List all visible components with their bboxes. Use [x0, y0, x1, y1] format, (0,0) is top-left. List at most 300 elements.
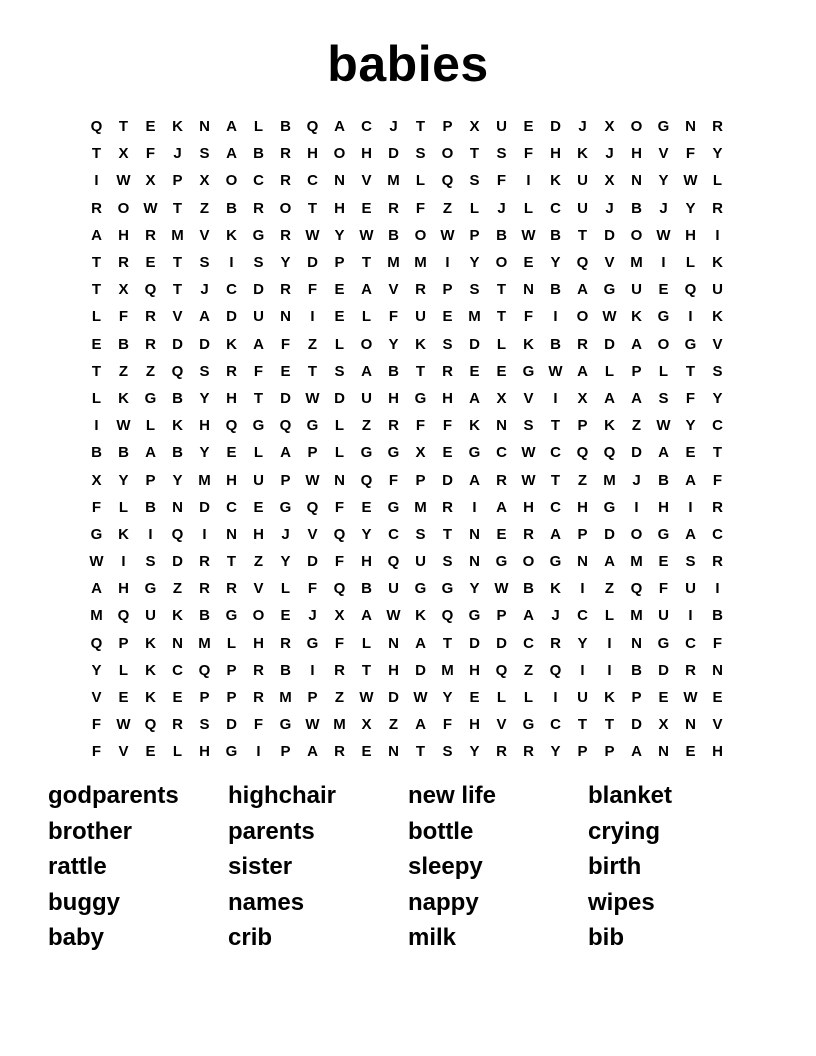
grid-letter: B	[523, 580, 534, 598]
grid-letter: H	[469, 661, 480, 679]
grid-letter: N	[388, 634, 399, 652]
grid-letter: J	[578, 118, 587, 136]
grid-letter: X	[604, 172, 615, 190]
grid-letter: K	[631, 308, 642, 326]
grid-letter: F	[415, 199, 426, 217]
grid-letter: B	[253, 145, 264, 163]
grid-letter: M	[441, 661, 454, 679]
grid-letter: K	[712, 254, 723, 272]
grid-letter: M	[468, 308, 481, 326]
grid-letter: D	[604, 525, 615, 543]
grid-letter: U	[361, 389, 372, 407]
grid-letter: A	[307, 743, 318, 761]
grid-letter: F	[118, 308, 129, 326]
grid-letter: D	[334, 389, 345, 407]
grid-letter: P	[631, 362, 642, 380]
grid-letter: G	[90, 525, 103, 543]
grid-letter: E	[145, 254, 156, 272]
grid-letter: S	[253, 254, 264, 272]
grid-letter: K	[577, 145, 588, 163]
grid-letter: R	[334, 661, 345, 679]
grid-letter: L	[118, 498, 129, 516]
grid-letter: H	[685, 226, 696, 244]
grid-letter: F	[307, 580, 318, 598]
grid-letter: H	[199, 743, 210, 761]
grid-letter: L	[226, 634, 237, 652]
grid-letter: M	[387, 254, 400, 272]
grid-letter: Q	[630, 580, 643, 598]
grid-letter: X	[577, 389, 588, 407]
grid-letter: Q	[117, 607, 130, 625]
grid-letter: L	[658, 362, 669, 380]
grid-letter: M	[414, 498, 427, 516]
grid-letter: E	[442, 444, 453, 462]
grid-letter: I	[94, 417, 99, 435]
word-list-item: birth	[588, 853, 642, 880]
grid-letter: P	[442, 281, 453, 299]
grid-letter: Y	[280, 553, 291, 571]
grid-letter: A	[685, 471, 696, 489]
grid-letter: I	[94, 172, 99, 190]
grid-letter: T	[442, 525, 453, 543]
grid-letter: J	[632, 471, 641, 489]
grid-letter: N	[631, 172, 642, 190]
grid-letter: D	[658, 661, 669, 679]
grid-row	[83, 303, 731, 330]
grid-letter: F	[334, 553, 345, 571]
grid-letter: U	[577, 199, 588, 217]
grid-letter: W	[305, 389, 320, 407]
grid-letter: X	[334, 607, 345, 625]
grid-letter: T	[469, 145, 480, 163]
grid-letter: E	[496, 525, 507, 543]
grid-letter: S	[442, 743, 453, 761]
grid-letter: T	[712, 444, 723, 462]
grid-letter: N	[685, 716, 696, 734]
grid-letter: E	[253, 498, 264, 516]
grid-letter: F	[307, 281, 318, 299]
grid-letter: I	[445, 254, 450, 272]
grid-letter: W	[359, 226, 374, 244]
grid-letter: B	[226, 199, 237, 217]
grid-letter: D	[604, 335, 615, 353]
word-list-item: crib	[228, 924, 273, 951]
grid-letter: P	[496, 607, 507, 625]
grid-letter: W	[386, 607, 401, 625]
grid-letter: H	[334, 199, 345, 217]
grid-letter: Z	[361, 417, 372, 435]
grid-letter: R	[253, 199, 264, 217]
grid-letter: N	[658, 743, 669, 761]
grid-letter: L	[604, 607, 615, 625]
grid-letter: Q	[576, 254, 589, 272]
grid-letter: A	[658, 444, 669, 462]
grid-row	[83, 657, 731, 684]
grid-letter: F	[253, 362, 264, 380]
grid-letter: U	[658, 607, 669, 625]
grid-letter: S	[415, 525, 426, 543]
grid-row	[83, 113, 731, 140]
grid-letter: G	[144, 580, 157, 598]
grid-letter: X	[118, 281, 129, 299]
grid-letter: J	[605, 199, 614, 217]
grid-letter: W	[116, 172, 131, 190]
grid-letter: L	[523, 689, 534, 707]
grid-letter: C	[550, 498, 561, 516]
grid-letter: Y	[658, 172, 669, 190]
grid-letter: T	[415, 362, 426, 380]
grid-letter: D	[415, 661, 426, 679]
grid-letter: S	[334, 362, 345, 380]
grid-letter: I	[553, 308, 558, 326]
grid-letter: S	[523, 417, 534, 435]
grid-letter: Y	[172, 471, 183, 489]
grid-letter: C	[226, 281, 237, 299]
grid-row	[83, 195, 731, 222]
grid-letter: C	[172, 661, 183, 679]
word-list-item: blanket	[588, 782, 673, 809]
grid-letter: F	[712, 634, 723, 652]
grid-letter: Y	[712, 389, 723, 407]
grid-letter: G	[387, 444, 400, 462]
grid-letter: E	[145, 743, 156, 761]
grid-letter: R	[334, 743, 345, 761]
grid-letter: F	[334, 634, 345, 652]
grid-letter: F	[145, 145, 156, 163]
grid-letter: X	[469, 118, 480, 136]
grid-letter: O	[360, 335, 373, 353]
grid-letter: E	[685, 743, 696, 761]
grid-letter: Y	[469, 743, 480, 761]
grid-letter: T	[577, 226, 588, 244]
grid-letter: G	[495, 553, 508, 571]
grid-letter: R	[145, 308, 156, 326]
grid-letter: J	[605, 145, 614, 163]
grid-letter: J	[281, 525, 290, 543]
grid-letter: Q	[198, 661, 211, 679]
grid-letter: I	[607, 661, 612, 679]
grid-letter: K	[550, 172, 561, 190]
grid-letter: I	[310, 308, 315, 326]
grid-row	[83, 548, 731, 575]
grid-letter: T	[361, 661, 372, 679]
grid-letter: S	[442, 553, 453, 571]
grid-letter: S	[469, 172, 480, 190]
grid-letter: B	[388, 362, 399, 380]
grid-letter: T	[226, 553, 237, 571]
grid-letter: S	[199, 254, 210, 272]
grid-letter: W	[683, 689, 698, 707]
grid-letter: G	[252, 417, 265, 435]
grid-letter: O	[630, 226, 643, 244]
grid-letter: Z	[118, 362, 129, 380]
grid-letter: R	[118, 254, 129, 272]
grid-letter: G	[657, 634, 670, 652]
grid-letter: G	[252, 226, 265, 244]
grid-letter: G	[279, 498, 292, 516]
grid-letter: O	[522, 553, 535, 571]
grid-letter: D	[469, 335, 480, 353]
grid-letter: C	[226, 498, 237, 516]
grid-letter: A	[685, 525, 696, 543]
grid-letter: D	[172, 335, 183, 353]
grid-letter: S	[685, 553, 696, 571]
grid-letter: Y	[469, 254, 480, 272]
grid-letter: F	[685, 145, 696, 163]
grid-letter: A	[361, 281, 372, 299]
grid-letter: F	[388, 471, 399, 489]
grid-letter: G	[279, 716, 292, 734]
grid-letter: R	[199, 580, 210, 598]
grid-letter: Q	[333, 525, 346, 543]
grid-letter: H	[226, 389, 237, 407]
grid-letter: S	[145, 553, 156, 571]
grid-letter: K	[226, 335, 237, 353]
grid-letter: F	[523, 308, 534, 326]
grid-letter: I	[553, 389, 558, 407]
grid-letter: H	[442, 389, 453, 407]
grid-letter: K	[172, 118, 183, 136]
grid-letter: B	[388, 226, 399, 244]
grid-letter: S	[496, 145, 507, 163]
grid-letter: A	[334, 118, 345, 136]
grid-letter: N	[685, 118, 696, 136]
word-list-item: highchair	[228, 782, 337, 809]
grid-letter: M	[279, 689, 292, 707]
grid-letter: F	[442, 716, 453, 734]
grid-letter: B	[199, 607, 210, 625]
grid-letter: I	[580, 580, 585, 598]
grid-letter: N	[469, 553, 480, 571]
grid-letter: W	[683, 172, 698, 190]
grid-letter: I	[526, 172, 531, 190]
grid-letter: H	[550, 145, 561, 163]
grid-letter: P	[415, 471, 426, 489]
grid-row	[83, 466, 731, 493]
grid-letter: K	[145, 634, 156, 652]
grid-letter: I	[607, 634, 612, 652]
grid-letter: T	[496, 281, 507, 299]
grid-letter: N	[388, 743, 399, 761]
grid-letter: C	[523, 634, 534, 652]
grid-letter: P	[307, 444, 318, 462]
grid-letter: G	[657, 525, 670, 543]
grid-letter: B	[712, 607, 723, 625]
grid-letter: Q	[549, 661, 562, 679]
grid-letter: G	[306, 634, 319, 652]
grid-letter: B	[658, 471, 669, 489]
grid-letter: L	[604, 362, 615, 380]
grid-letter: Z	[577, 471, 588, 489]
grid-letter: I	[634, 498, 639, 516]
grid-letter: I	[688, 498, 693, 516]
grid-letter: A	[469, 471, 480, 489]
grid-letter: P	[226, 689, 237, 707]
grid-letter: T	[415, 118, 426, 136]
grid-letter: B	[631, 199, 642, 217]
grid-letter: H	[631, 145, 642, 163]
grid-letter: I	[688, 607, 693, 625]
grid-letter: D	[469, 634, 480, 652]
grid-letter: F	[280, 335, 291, 353]
grid-letter: Y	[550, 254, 561, 272]
grid-letter: U	[415, 553, 426, 571]
grid-letter: V	[496, 716, 507, 734]
grid-letter: H	[388, 389, 399, 407]
grid-letter: B	[550, 335, 561, 353]
grid-letter: J	[551, 607, 560, 625]
grid-row	[83, 630, 731, 657]
grid-letter: B	[118, 444, 129, 462]
grid-letter: G	[657, 118, 670, 136]
grid-letter: T	[550, 471, 561, 489]
grid-letter: U	[712, 281, 723, 299]
grid-letter: K	[550, 580, 561, 598]
grid-letter: H	[523, 498, 534, 516]
grid-letter: K	[604, 689, 615, 707]
grid-letter: L	[172, 743, 183, 761]
grid-letter: D	[631, 444, 642, 462]
grid-letter: W	[413, 689, 428, 707]
grid-letter: R	[496, 471, 507, 489]
grid-letter: K	[118, 525, 129, 543]
grid-letter: W	[359, 689, 374, 707]
grid-letter: Q	[306, 498, 319, 516]
grid-letter: V	[118, 743, 129, 761]
grid-letter: A	[496, 498, 507, 516]
grid-letter: D	[280, 389, 291, 407]
grid-letter: R	[253, 689, 264, 707]
word-list-item: brother	[48, 817, 132, 845]
word-list-item: nappy	[408, 888, 479, 916]
grid-letter: C	[712, 525, 723, 543]
grid-letter: J	[659, 199, 668, 217]
grid-letter: T	[91, 145, 102, 163]
grid-letter: W	[143, 199, 158, 217]
grid-letter: T	[361, 254, 372, 272]
grid-letter: Z	[604, 580, 615, 598]
grid-letter: K	[712, 308, 723, 326]
grid-letter: Q	[90, 634, 103, 652]
grid-letter: E	[226, 444, 237, 462]
grid-letter: A	[415, 634, 426, 652]
grid-letter: W	[521, 471, 536, 489]
grid-letter: Q	[495, 661, 508, 679]
grid-letter: G	[441, 580, 454, 598]
grid-letter: D	[307, 553, 318, 571]
grid-letter: R	[415, 281, 426, 299]
grid-letter: Z	[199, 199, 210, 217]
grid-letter: F	[91, 743, 102, 761]
grid-letter: H	[361, 145, 372, 163]
grid-letter: U	[577, 172, 588, 190]
grid-letter: M	[603, 471, 616, 489]
grid-letter: Q	[684, 281, 697, 299]
grid-letter: R	[280, 634, 291, 652]
grid-letter: L	[685, 254, 696, 272]
grid-letter: A	[226, 118, 237, 136]
grid-letter: H	[307, 145, 318, 163]
grid-letter: L	[118, 661, 129, 679]
grid-letter: T	[577, 716, 588, 734]
word-list-item: sleepy	[408, 853, 483, 880]
grid-letter: B	[280, 118, 291, 136]
grid-letter: A	[523, 607, 534, 625]
grid-letter: F	[253, 716, 264, 734]
grid-letter: F	[334, 498, 345, 516]
grid-letter: N	[280, 308, 291, 326]
grid-letter: M	[198, 471, 211, 489]
grid-letter: P	[118, 634, 129, 652]
grid-letter: A	[199, 308, 210, 326]
grid-letter: G	[414, 580, 427, 598]
grid-letter: R	[172, 716, 183, 734]
grid-letter: H	[388, 661, 399, 679]
grid-letter: F	[91, 716, 102, 734]
word-list-item: godparents	[48, 782, 179, 809]
grid-letter: H	[712, 743, 723, 761]
grid-letter: R	[91, 199, 102, 217]
grid-letter: Q	[144, 716, 157, 734]
grid-letter: B	[172, 444, 183, 462]
grid-letter: Z	[631, 417, 642, 435]
grid-letter: C	[388, 525, 399, 543]
grid-letter: Y	[280, 254, 291, 272]
grid-letter: K	[118, 389, 129, 407]
grid-letter: Z	[388, 716, 399, 734]
grid-letter: N	[199, 118, 210, 136]
grid-letter: U	[631, 281, 642, 299]
grid-letter: D	[172, 553, 183, 571]
grid-letter: I	[472, 498, 477, 516]
grid-letter: O	[630, 118, 643, 136]
grid-letter: H	[199, 417, 210, 435]
grid-letter: F	[415, 417, 426, 435]
grid-row	[83, 494, 731, 521]
grid-letter: I	[310, 661, 315, 679]
grid-row	[83, 412, 731, 439]
grid-letter: G	[549, 553, 562, 571]
grid-letter: L	[496, 335, 507, 353]
grid-letter: C	[307, 172, 318, 190]
grid-letter: B	[550, 281, 561, 299]
grid-letter: S	[199, 145, 210, 163]
grid-letter: E	[172, 689, 183, 707]
grid-letter: Z	[334, 689, 345, 707]
grid-letter: U	[496, 118, 507, 136]
grid-letter: T	[307, 362, 318, 380]
grid-letter: M	[171, 226, 184, 244]
grid-letter: G	[144, 389, 157, 407]
grid-letter: A	[631, 389, 642, 407]
grid-letter: T	[91, 254, 102, 272]
grid-letter: Q	[306, 118, 319, 136]
grid-letter: V	[712, 335, 723, 353]
grid-letter: R	[145, 226, 156, 244]
grid-letter: Y	[361, 525, 372, 543]
grid-letter: L	[91, 308, 102, 326]
grid-letter: M	[90, 607, 103, 625]
grid-letter: H	[253, 525, 264, 543]
grid-letter: Z	[253, 553, 264, 571]
grid-letter: J	[497, 199, 506, 217]
grid-letter: E	[523, 254, 534, 272]
grid-letter: I	[553, 689, 558, 707]
grid-row	[83, 684, 731, 711]
grid-letter: W	[305, 226, 320, 244]
word-list-item: buggy	[48, 888, 120, 916]
grid-row	[83, 439, 731, 466]
